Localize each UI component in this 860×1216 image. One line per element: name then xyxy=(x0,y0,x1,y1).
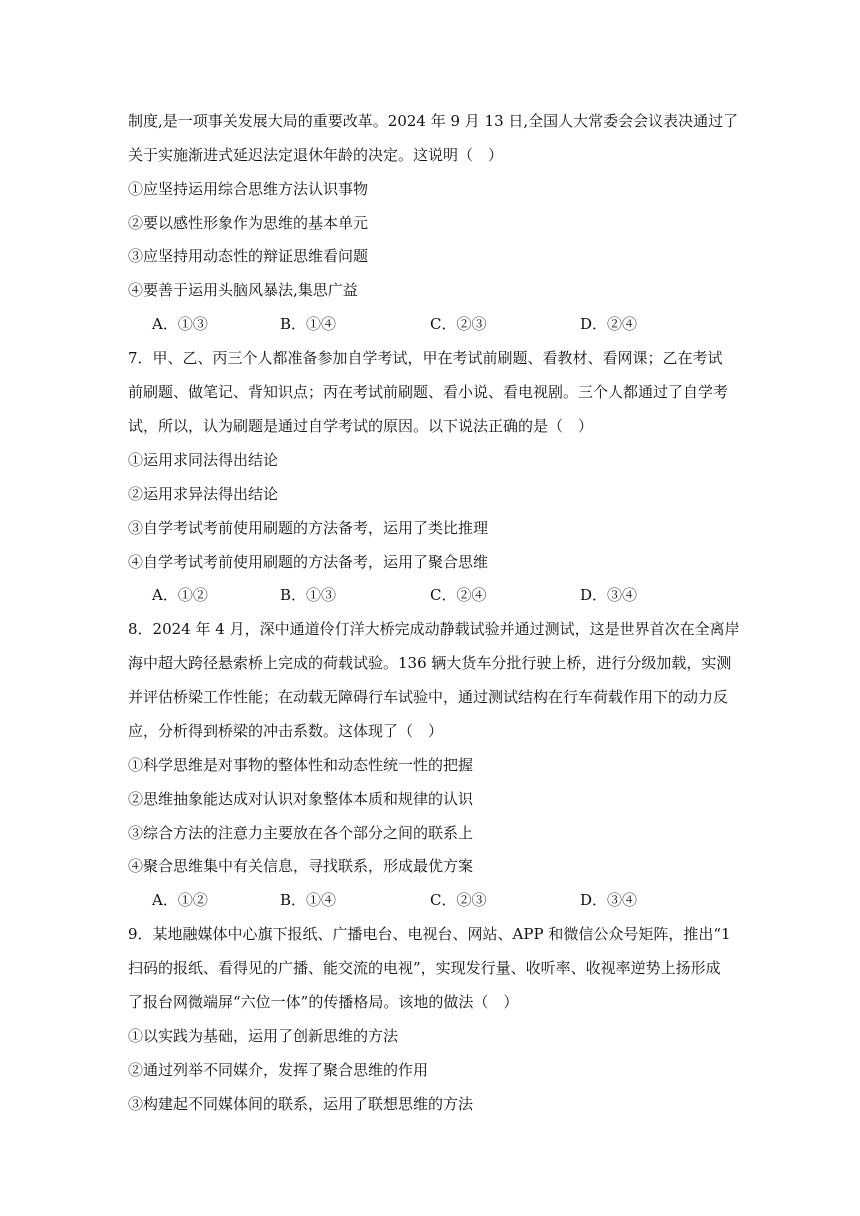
q9-statement-2: ②通过列举不同媒介，发挥了聚合思维的作用 xyxy=(128,1061,429,1079)
q6-options xyxy=(152,313,752,335)
q8-statement-4: ④聚合思维集中有关信息，寻找联系，形成最优方案 xyxy=(128,857,474,875)
q8-option-a[interactable]: A．①② xyxy=(152,891,208,909)
q8-options xyxy=(152,889,752,911)
q7-stem-line-1: 7．甲、乙、丙三个人都准备参加自学考试，甲在考试前刷题、看教材、看网课；乙在考试 xyxy=(128,349,723,367)
q7-option-a[interactable]: A．①② xyxy=(152,586,208,604)
q7-option-b[interactable]: B．①③ xyxy=(280,586,337,604)
q8-statement-1: ①科学思维是对事物的整体性和动态性统一性的把握 xyxy=(128,756,474,774)
q8-option-b[interactable]: B．①④ xyxy=(280,891,337,909)
q7-statement-3: ③自学考试考前使用刷题的方法备考，运用了类比推理 xyxy=(128,519,489,537)
q6-statement-3: ③应坚持用动态性的辩证思维看问题 xyxy=(128,247,369,265)
q9-stem-line-2: 扫码的报纸、看得见的广播、能交流的电视”，实现发行量、收听率、收视率逆势上扬形成 xyxy=(128,959,721,977)
q7-stem-line-2: 前刷题、做笔记、背知识点；丙在考试前刷题、看小说、看电视剧。三个人都通过了自学考 xyxy=(128,383,729,401)
q6-stem-line-2: 关于实施渐进式延迟法定退休年龄的决定。这说明（ ） xyxy=(128,146,504,164)
q6-option-a[interactable]: A．①③ xyxy=(152,315,208,333)
q8-stem-line-2: 海中超大跨径悬索桥上完成的荷载试验。136 辆大货车分批行驶上桥，进行分级加载，实测 xyxy=(128,654,732,672)
q8-stem-line-4: 应，分析得到桥梁的冲击系数。这体现了（ ） xyxy=(128,722,444,740)
q7-statement-2: ②运用求异法得出结论 xyxy=(128,485,279,503)
q6-statement-4: ④要善于运用头脑风暴法,集思广益 xyxy=(128,281,358,299)
q8-statement-3: ③综合方法的注意力主要放在各个部分之间的联系上 xyxy=(128,824,474,842)
q7-options xyxy=(152,584,752,606)
q6-statement-1: ①应坚持运用综合思维方法认识事物 xyxy=(128,180,369,198)
q8-option-d[interactable]: D．③④ xyxy=(580,891,638,909)
q9-statement-1: ①以实践为基础，运用了创新思维的方法 xyxy=(128,1027,399,1045)
q7-stem-line-3: 试，所以，认为刷题是通过自学考试的原因。以下说法正确的是（ ） xyxy=(128,417,594,435)
q8-statement-2: ②思维抽象能达成对认识对象整体本质和规律的认识 xyxy=(128,790,474,808)
q6-option-c[interactable]: C．②③ xyxy=(430,315,487,333)
q6-option-b[interactable]: B．①④ xyxy=(280,315,337,333)
q6-stem-line-1: 制度,是一项事关发展大局的重要改革。2024 年 9 月 13 日,全国人大常委会会议表决通过了 xyxy=(128,112,739,130)
q6-option-d[interactable]: D．②④ xyxy=(580,315,638,333)
q7-option-c[interactable]: C．②④ xyxy=(430,586,487,604)
q9-statement-3: ③构建起不同媒体间的联系，运用了联想思维的方法 xyxy=(128,1095,474,1113)
q8-option-c[interactable]: C．②③ xyxy=(430,891,487,909)
q7-statement-4: ④自学考试考前使用刷题的方法备考，运用了聚合思维 xyxy=(128,553,489,571)
q8-stem-line-3: 并评估桥梁工作性能；在动载无障碍行车试验中，通过测试结构在行车荷载作用下的动力反 xyxy=(128,688,729,706)
q9-stem-line-3: 了报台网微端屏“六位一体”的传播格局。该地的做法（ ） xyxy=(128,993,519,1011)
q8-stem-line-1: 8．2024 年 4 月，深中通道伶仃洋大桥完成动静载试验并通过测试，这是世界首次在全离岸 xyxy=(128,620,740,638)
q7-statement-1: ①运用求同法得出结论 xyxy=(128,451,279,469)
q7-option-d[interactable]: D．③④ xyxy=(580,586,638,604)
q9-stem-line-1: 9．某地融媒体中心旗下报纸、广播电台、电视台、网站、APP 和微信公众号矩阵，推出“1 xyxy=(128,925,731,943)
q6-statement-2: ②要以感性形象作为思维的基本单元 xyxy=(128,214,369,232)
